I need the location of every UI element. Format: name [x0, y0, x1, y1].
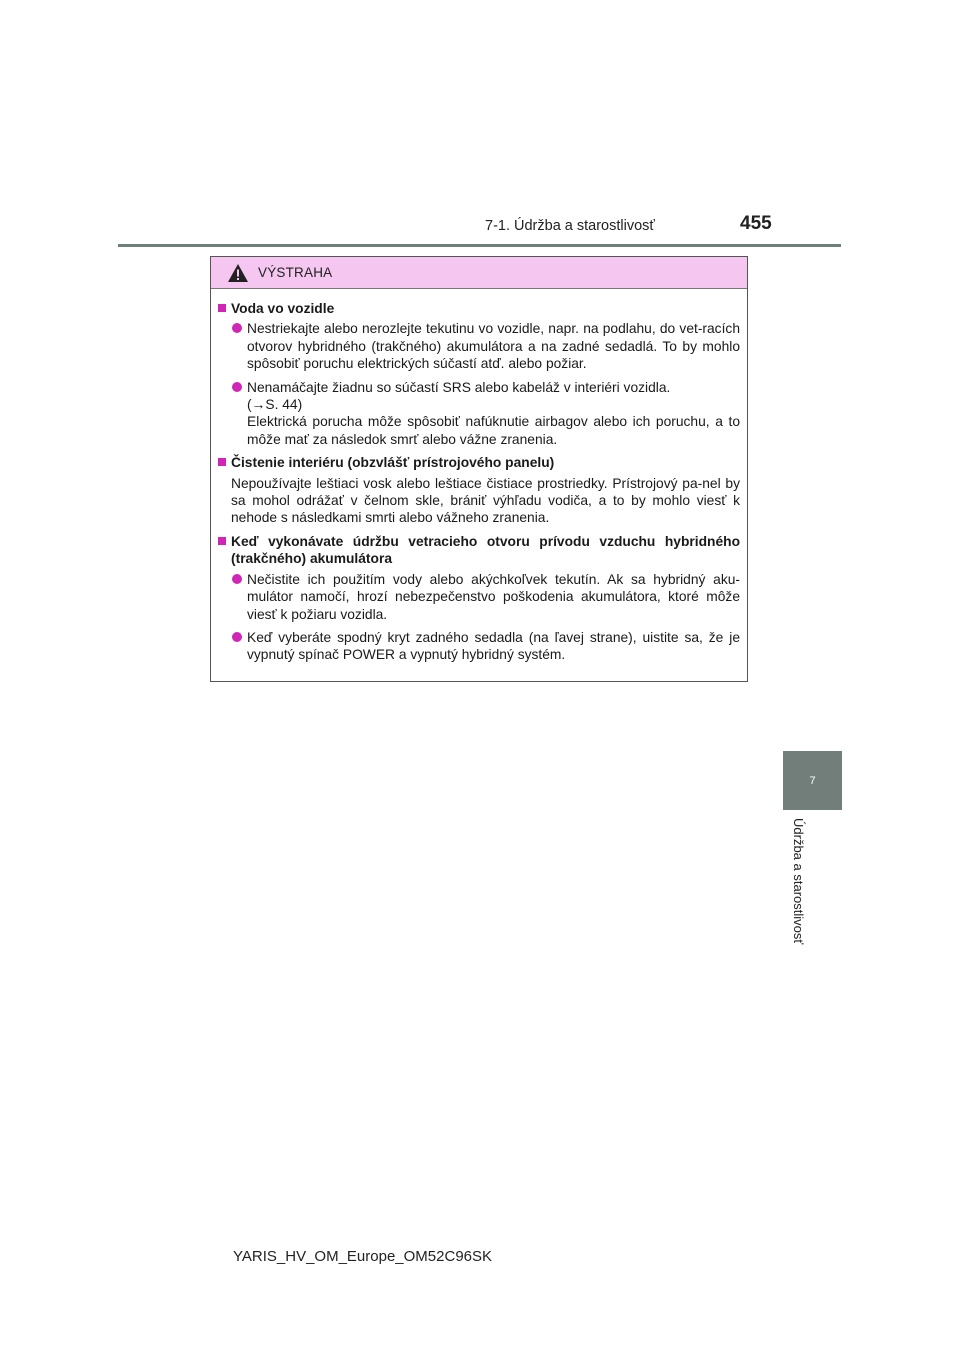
header-divider: [118, 244, 841, 247]
warning-triangle-icon: [227, 263, 249, 283]
chapter-tab: 7: [783, 751, 842, 810]
section-heading: [217, 454, 740, 471]
list-item-text: Nestriekajte alebo nerozlejte tekutinu vo vozidle, napr. na podlahu, do vet-racích otvorov hybridného (trakčného) akumulátora a na zadné sedadlá. To by mohlo spôsobiť poruchu elektrických súčastí atď. alebo požiar.: [247, 321, 740, 372]
warning-title: VÝSTRAHA: [258, 265, 333, 280]
section-heading-text: Voda vo vozidle: [231, 301, 335, 316]
footer-document-code: YARIS_HV_OM_Europe_OM52C96SK: [233, 1248, 493, 1265]
list-item-text: Nečistite ich použitím vody alebo akýchkoľvek tekutín. Ak sa hybridný aku-mulátor namočí, hrozí nebezpečenstvo poškodenia akumulátora, ktoré môže viesť k požiaru vozidla.: [247, 571, 740, 622]
page-number: 455: [740, 213, 772, 234]
warning-section-water: [217, 300, 740, 448]
section-heading: [217, 533, 740, 568]
warning-section-cleaning: [217, 454, 740, 527]
square-bullet-icon: [218, 458, 226, 466]
section-heading-text: Keď vykonávate údržbu vetracieho otvoru prívodu vzduchu hybridného (trakčného) akumulátora: [231, 533, 740, 567]
chapter-side-label: Údržba a starostlivosť: [791, 818, 806, 945]
section-title: 7-1. Údržba a starostlivosť: [485, 218, 655, 234]
warning-box: [210, 256, 748, 682]
square-bullet-icon: [218, 537, 226, 545]
circle-bullet-icon: [232, 323, 242, 333]
list-item: [231, 629, 740, 664]
circle-bullet-icon: [232, 632, 242, 642]
list-item-text: Nenamáčajte žiadnu so súčastí SRS alebo kabeláž v interiéri vozidla. (→S. 44) Elektrická porucha môže spôsobiť nafúknutie airbagov alebo ich poruchu, a to môže mať za následok smrť alebo vážne zranenia.: [247, 379, 740, 447]
list-item-text: Keď vyberáte spodný kryt zadného sedadla (na ľavej strane), uistite sa, že je vypnutý spínač POWER a vypnutý hybridný systém.: [247, 629, 740, 663]
list-item: [231, 571, 740, 623]
section-heading-text: Čistenie interiéru (obzvlášť prístrojového panelu): [231, 455, 555, 471]
warning-body: [211, 289, 747, 664]
square-bullet-icon: [218, 304, 226, 312]
list-item: [231, 379, 740, 449]
circle-bullet-icon: [232, 574, 242, 584]
warning-section-battery-vent: [217, 533, 740, 664]
section-paragraph: Nepoužívajte leštiaci vosk alebo leštiace čistiace prostriedky. Prístrojový pa-nel by sa mohol odrážať v čelnom skle, brániť výhľadu vodiča, a to by mohlo viesť k nehode s následkami smrti alebo vážneho zranenia.: [231, 475, 740, 526]
list-item: [231, 320, 740, 372]
warning-header: [211, 257, 747, 289]
section-heading: [217, 300, 740, 317]
circle-bullet-icon: [232, 382, 242, 392]
